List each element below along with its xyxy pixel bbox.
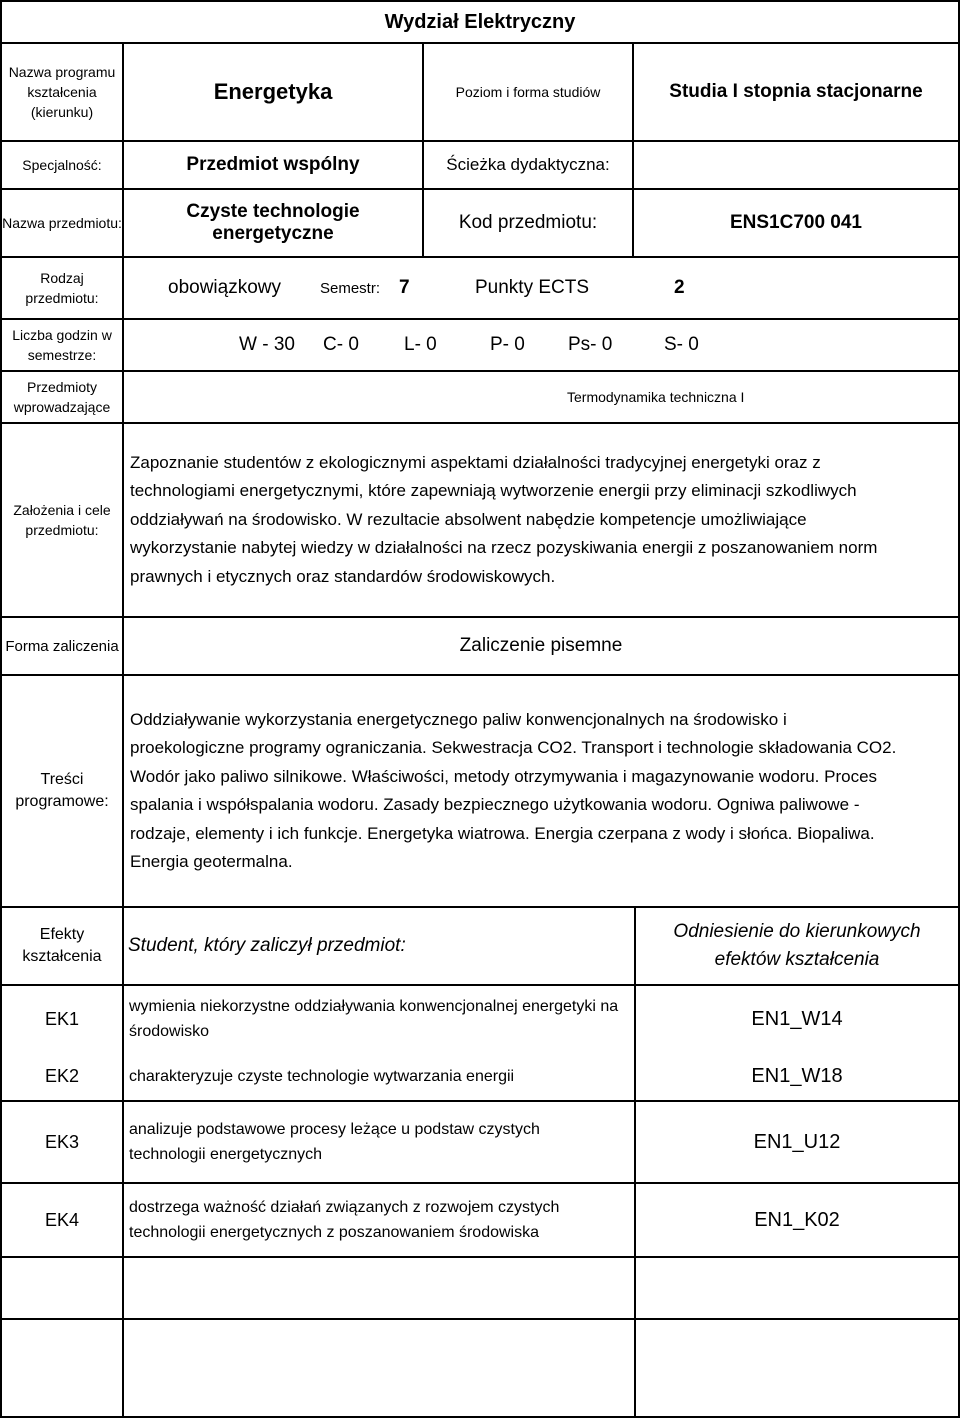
ects-value: 2	[674, 277, 685, 298]
content-line: rodzaje, elementy i ich funkcje. Energetyka wiatrowa. Energia czerpana z wody i słońca. Biopaliwa.	[130, 823, 875, 843]
program-value: Energetyka	[122, 42, 422, 140]
semester-value: 7	[399, 277, 410, 298]
outcome-id: EK4	[0, 1182, 122, 1256]
reference-header: Odniesienie do kierunkowych efektów kształcenia	[634, 906, 960, 984]
faculty-title: Wydział Elektryczny	[0, 0, 960, 42]
empty-cell	[634, 1256, 960, 1318]
hours-lab: L- 0	[404, 334, 437, 355]
goals-line: wykorzystanie nabytej wiedzy w działalności na rzecz pozyskiwania energii z poszanowaniem norm	[130, 538, 878, 558]
student-header: Student, który zaliczył przedmiot:	[122, 906, 634, 984]
subject-label: Nazwa przedmiotu:	[0, 188, 122, 256]
content-line: Oddziaływanie wykorzystania energetycznego paliw konwencjonalnych na środowisko i	[130, 709, 787, 729]
outcome-description	[122, 1182, 634, 1256]
outcome-line: środowisko	[129, 1023, 210, 1040]
path-value	[632, 140, 960, 188]
outcome-description	[122, 1052, 634, 1100]
outcome-id: EK2	[0, 1052, 122, 1100]
outcome-code: EN1_U12	[634, 1100, 960, 1182]
outcomes-label: Efekty kształcenia	[0, 906, 122, 984]
empty-cell	[122, 1318, 634, 1418]
outcome-line: charakteryzuje czyste technologie wytwarzania energii	[129, 1067, 515, 1085]
outcome-code: EN1_K02	[634, 1182, 960, 1256]
goals-line: oddziaływań na środowisko. W rezultacie absolwent nabędzie kompetencje umożliwiające	[130, 509, 807, 529]
outcome-line: technologii energetycznych	[129, 1146, 323, 1163]
outcome-line: wymienia niekorzystne oddziaływania konwencjonalnej energetyki na	[129, 998, 619, 1015]
goals-text	[122, 422, 960, 616]
content-line: spalania i współspalania wodoru. Zasady bezpiecznego użytkowania wodoru. Ogniwa paliwowe -	[130, 795, 860, 814]
level-label: Poziom i forma studiów	[422, 42, 632, 140]
code-label: Kod przedmiotu:	[422, 188, 632, 256]
goals-line: technologiami energetycznymi, które zapewniają wytworzenie energii przy eliminacji szkodliwych	[130, 481, 857, 501]
empty-cell	[0, 1256, 122, 1318]
content-line: proekologiczne programy ograniczania. Sekwestracja CO2. Transport i technologie składowania CO2.	[130, 738, 897, 757]
hours-exercises: C- 0	[323, 334, 359, 355]
outcome-code: EN1_W18	[634, 1052, 960, 1100]
hours-seminar: S- 0	[664, 334, 699, 355]
empty-cell	[122, 1256, 634, 1318]
hours-ps: Ps- 0	[568, 334, 613, 355]
prerequisites-row	[122, 370, 960, 422]
outcome-code: EN1_W14	[634, 984, 960, 1052]
outcome-id: EK3	[0, 1100, 122, 1182]
outcome-line: technologii energetycznych z poszanowaniem środowiska	[129, 1224, 539, 1241]
program-label: Nazwa programu kształcenia (kierunku)	[0, 42, 122, 140]
type-value: obowiązkowy	[168, 277, 281, 298]
outcome-id: EK1	[0, 984, 122, 1052]
specialty-label: Specjalność:	[0, 140, 122, 188]
path-label: Ścieżka dydaktyczna:	[422, 140, 632, 188]
goals-line: Zapoznanie studentów z ekologicznymi aspektami działalności tradycyjnej energetyki oraz z	[130, 452, 821, 472]
goals-line: prawnych i etycznych oraz standardów środowiskowych.	[130, 566, 556, 586]
prerequisites-label: Przedmioty wprowadzające	[0, 370, 122, 422]
content-label: Treści programowe:	[0, 674, 122, 906]
semester-label: Semestr:	[320, 279, 381, 297]
specialty-value: Przedmiot wspólny	[122, 140, 422, 188]
type-row	[122, 256, 960, 318]
ects-label: Punkty ECTS	[475, 277, 590, 298]
empty-cell	[634, 1318, 960, 1418]
outcome-description	[122, 1100, 634, 1182]
hours-lecture: W - 30	[239, 334, 295, 355]
outcome-line: dostrzega ważność działań związanych z rozwojem czystych	[129, 1199, 560, 1216]
outcome-description	[122, 984, 634, 1052]
type-label: Rodzaj przedmiotu:	[0, 256, 122, 318]
assessment-value: Zaliczenie pisemne	[122, 616, 960, 674]
code-value: ENS1C700 041	[632, 188, 960, 256]
hours-project: P- 0	[490, 334, 525, 355]
empty-cell	[0, 1318, 122, 1418]
prerequisites-value: Termodynamika techniczna I	[567, 389, 745, 405]
assessment-label: Forma zaliczenia	[0, 616, 122, 674]
hours-row	[122, 318, 960, 370]
content-line: Wodór jako paliwo silnikowe. Właściwości, metody otrzymywania i magazynowanie wodoru. Proces	[130, 766, 878, 786]
content-line: Energia geotermalna.	[130, 852, 293, 871]
outcome-line: analizuje podstawowe procesy leżące u podstaw czystych	[129, 1121, 540, 1138]
level-value: Studia I stopnia stacjonarne	[632, 42, 960, 140]
hours-label: Liczba godzin w semestrze:	[0, 318, 122, 370]
goals-label: Założenia i cele przedmiotu:	[0, 422, 122, 616]
content-text	[122, 674, 960, 906]
subject-value: Czyste technologie energetyczne	[122, 188, 422, 256]
